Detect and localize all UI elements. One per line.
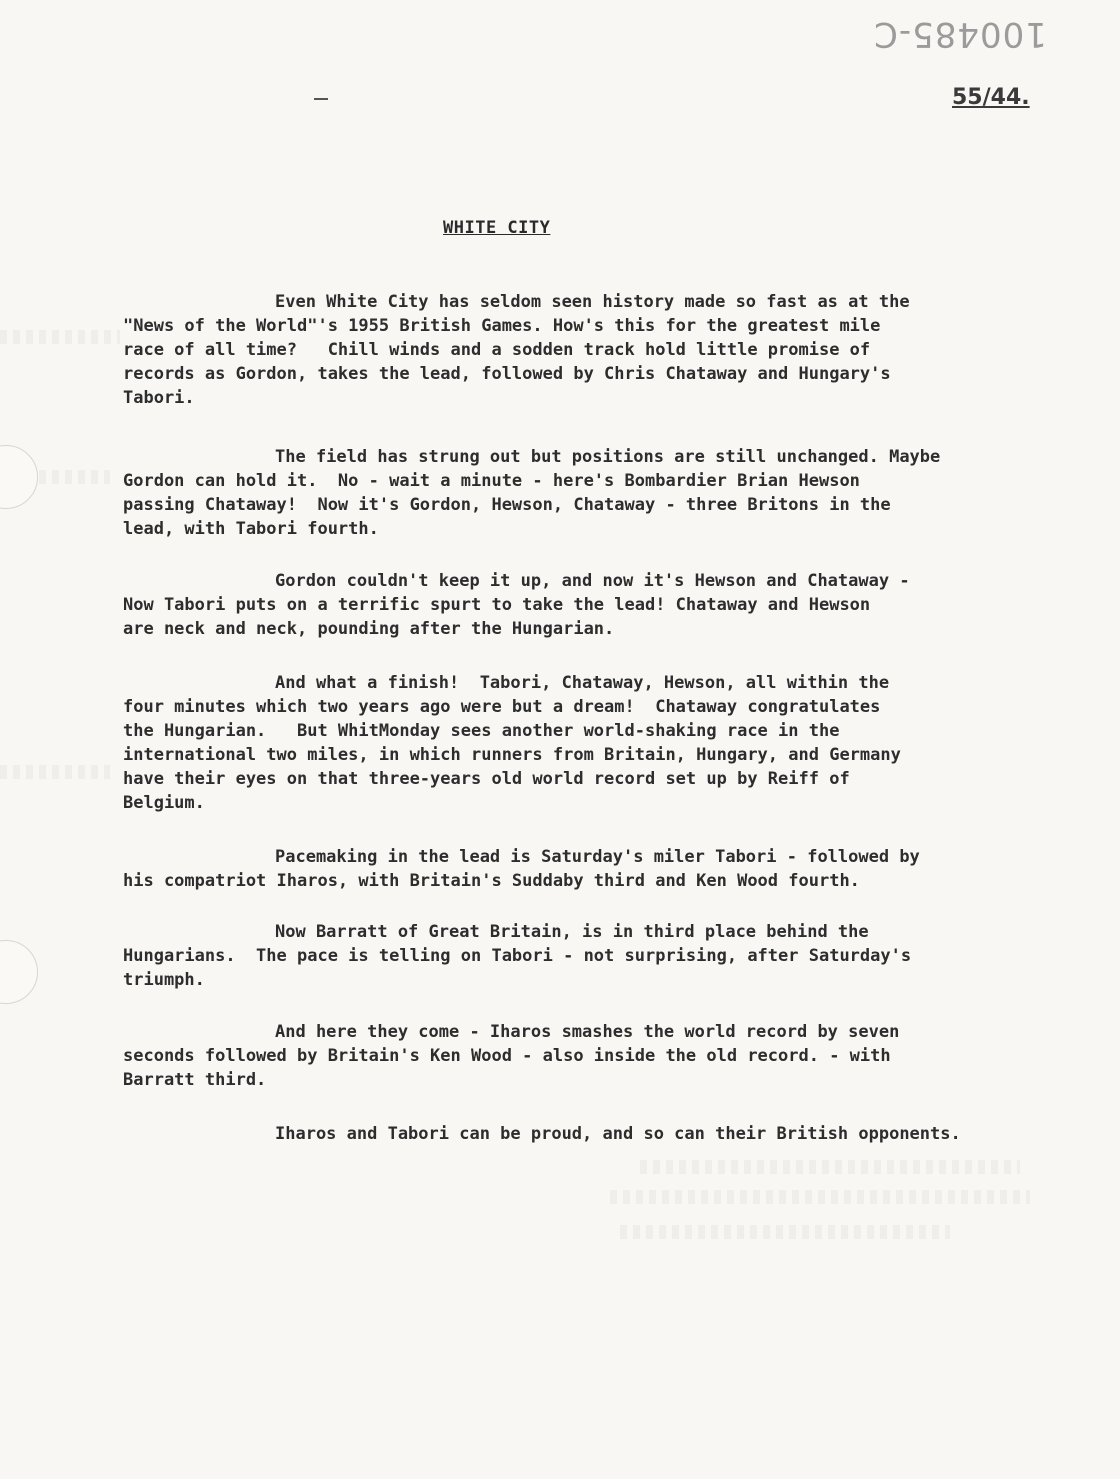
punch-hole bbox=[0, 940, 38, 1004]
text-line: Iharos and Tabori can be proud, and so can their British opponents. bbox=[275, 1124, 961, 1144]
text-line: And here they come - Iharos smashes the world record by seven bbox=[275, 1022, 900, 1042]
text-line: "News of the World"'s 1955 British Games. How's this for the greatest mile bbox=[123, 316, 881, 336]
text-line: are neck and neck, pounding after the Hungarian. bbox=[123, 619, 615, 639]
text-line: triumph. bbox=[123, 970, 205, 990]
text-line: Now Barratt of Great Britain, is in third place behind the bbox=[275, 922, 869, 942]
text-line: Hungarians. The pace is telling on Tabori - not surprising, after Saturday's bbox=[123, 946, 912, 966]
page-number: 55/44. bbox=[952, 85, 1030, 110]
text-line: seconds followed by Britain's Ken Wood - also inside the old record. - with bbox=[123, 1046, 891, 1066]
paragraph-6 bbox=[123, 920, 1083, 992]
text-line: Gordon couldn't keep it up, and now it's Hewson and Chataway - bbox=[275, 571, 910, 591]
text-line: four minutes which two years ago were but a dream! Chataway congratulates bbox=[123, 697, 881, 717]
text-line: Tabori. bbox=[123, 388, 195, 408]
text-line: Now Tabori puts on a terrific spurt to take the lead! Chataway and Hewson bbox=[123, 595, 871, 615]
paragraph-7 bbox=[123, 1020, 1083, 1092]
text-line: race of all time? Chill winds and a sodden track hold little promise of bbox=[123, 340, 871, 360]
paragraph-2 bbox=[123, 445, 1083, 541]
document-title: WHITE CITY bbox=[443, 218, 551, 238]
text-line: the Hungarian. But WhitMonday sees another world-shaking race in the bbox=[123, 721, 840, 741]
bleed-through-texture bbox=[0, 765, 110, 779]
paragraph-8 bbox=[123, 1122, 1083, 1146]
text-line: The field has strung out but positions are still unchanged. Maybe bbox=[275, 447, 941, 467]
text-line: passing Chataway! Now it's Gordon, Hewson, Chataway - three Britons in the bbox=[123, 495, 891, 515]
punch-hole bbox=[0, 445, 38, 509]
dash-mark bbox=[314, 98, 328, 100]
bleed-through-texture bbox=[0, 330, 120, 344]
text-line: lead, with Tabori fourth. bbox=[123, 519, 379, 539]
text-line: Belgium. bbox=[123, 793, 205, 813]
bleed-through-texture bbox=[620, 1225, 950, 1239]
bleed-through-texture bbox=[640, 1160, 1020, 1174]
paragraph-4 bbox=[123, 671, 1083, 815]
bleed-through-texture bbox=[610, 1190, 1030, 1204]
text-line: And what a finish! Tabori, Chataway, Hewson, all within the bbox=[275, 673, 890, 693]
text-line: his compatriot Iharos, with Britain's Suddaby third and Ken Wood fourth. bbox=[123, 871, 860, 891]
text-line: have their eyes on that three-years old world record set up by Reiff of bbox=[123, 769, 850, 789]
reference-number: 100485-C bbox=[873, 14, 1047, 54]
paragraph-1 bbox=[123, 290, 1083, 410]
text-line: international two miles, in which runners from Britain, Hungary, and Germany bbox=[123, 745, 901, 765]
text-line: Pacemaking in the lead is Saturday's miler Tabori - followed by bbox=[275, 847, 920, 867]
text-line: Gordon can hold it. No - wait a minute - here's Bombardier Brian Hewson bbox=[123, 471, 860, 491]
paragraph-5 bbox=[123, 845, 1083, 893]
text-line: records as Gordon, takes the lead, followed by Chris Chataway and Hungary's bbox=[123, 364, 891, 384]
paragraph-3 bbox=[123, 569, 1083, 641]
text-line: Even White City has seldom seen history made so fast as at the bbox=[275, 292, 910, 312]
text-line: Barratt third. bbox=[123, 1070, 267, 1090]
